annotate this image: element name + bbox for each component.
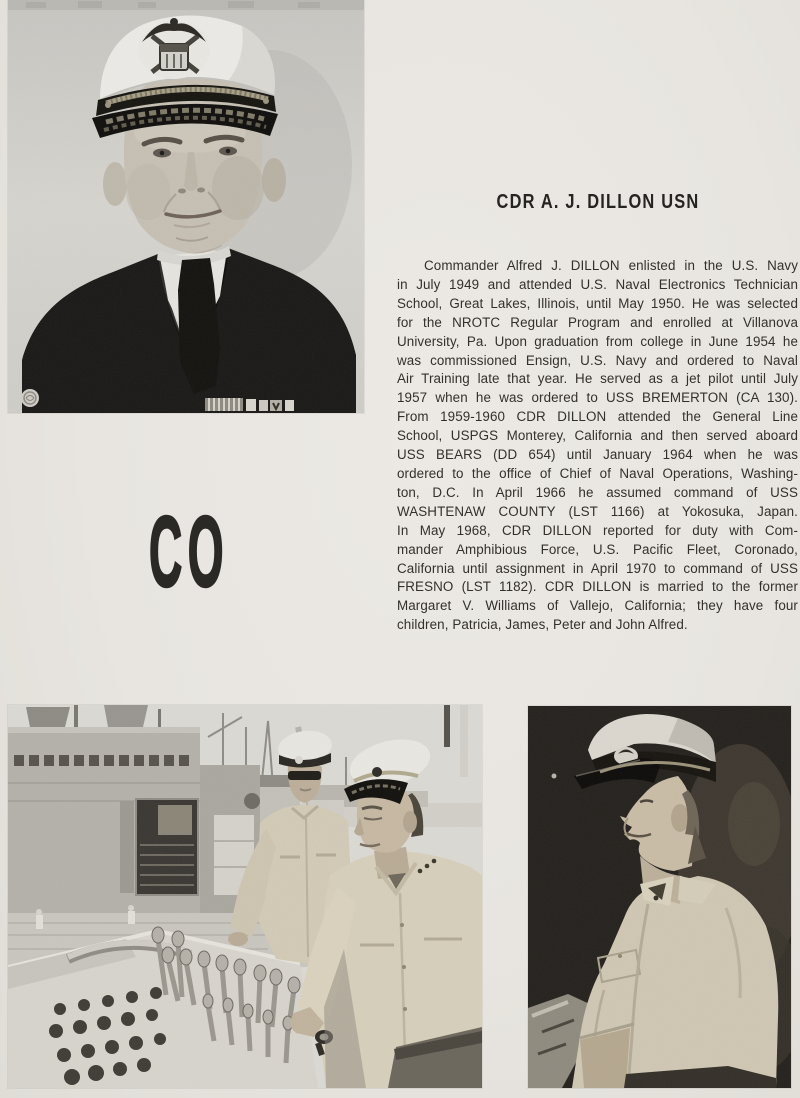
page-title: CDR A. J. DILLON USN — [496, 189, 700, 213]
console-photo — [8, 705, 482, 1088]
bio-line: University, Pa. Upon graduation from college in June 1954 he — [397, 333, 798, 349]
console-photo-art — [8, 705, 482, 1088]
bio-line: mander Amphibious Force, U.S. Pacific Fleet, Coronado, — [397, 541, 798, 557]
bio-line: From 1959-1960 CDR DILLON attended the General Line — [397, 409, 798, 425]
bio-line: Margaret V. Williams of Vallejo, California; they have four — [397, 598, 798, 614]
bio-line: ton, D.C. In April 1966 he assumed command of USS — [397, 484, 798, 500]
bio-line: ordered to the office of Chief of Naval Operations, Washing- — [397, 465, 798, 481]
profile-photo-art — [528, 706, 791, 1088]
bio-line: in July 1949 and attended U.S. Naval Electronics Technician — [397, 276, 798, 292]
bio-line: California until assignment in April 1970 to command of USS — [397, 560, 798, 576]
bio-line: for the NROTC Regular Program and enrolled at Villanova — [397, 314, 798, 330]
bio-line: Commander Alfred J. DILLON enlisted in the U.S. Navy — [424, 258, 798, 273]
bio-line: In May 1968, CDR DILLON reported for duty with Com- — [397, 522, 798, 538]
bio-line: School, Great Lakes, Illinois, until May 1950. He was selected — [397, 295, 798, 311]
profile-photo — [528, 706, 791, 1088]
bio-line: Air Training late that year. He served as a jet pilot until July — [397, 371, 798, 387]
portrait-photo — [8, 0, 364, 413]
bio-line: FRESNO (LST 1182). CDR DILLON is married to the former — [397, 579, 798, 595]
bio-line: WASHTENAW COUNTY (LST 1166) at Yokosuka, Japan. — [397, 503, 798, 519]
bio-line: School, USPGS Monterey, California and then served aboard — [397, 428, 798, 444]
bio-line: children, Patricia, James, Peter and John Alfred. — [397, 617, 688, 633]
commanding-officer-label: CO — [149, 496, 230, 608]
biography-text — [397, 257, 798, 635]
bio-line: USS BEARS (DD 654) until January 1964 when he was — [397, 447, 798, 463]
bio-line: was commissioned Ensign, U.S. Navy and ordered to Naval — [397, 352, 798, 368]
portrait-photo-art — [8, 0, 364, 413]
bio-line: 1957 when he was ordered to USS BREMERTON (CA 130). — [397, 390, 798, 406]
